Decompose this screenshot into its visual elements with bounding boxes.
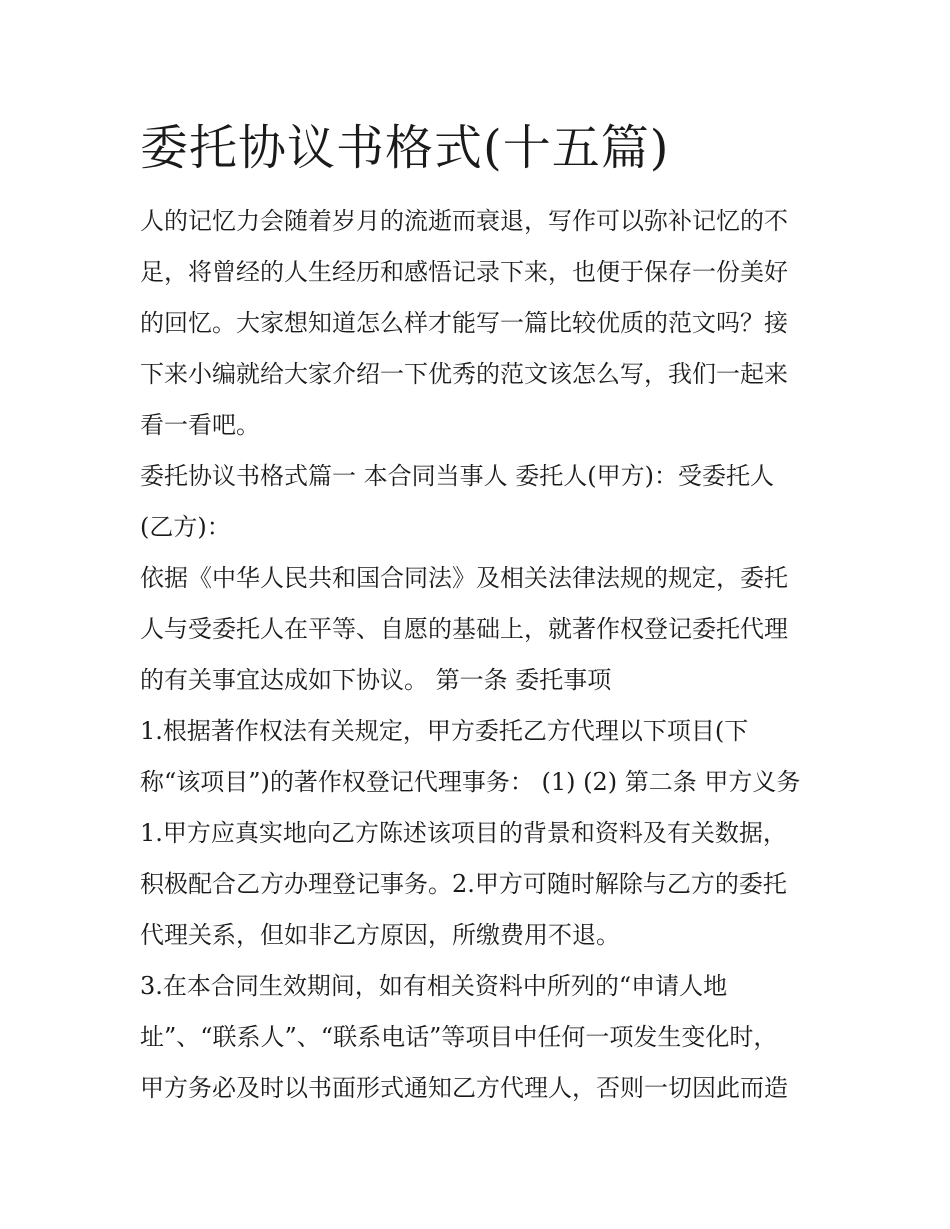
body-line: 人与受委托人在平等、自愿的基础上，就著作权登记委托代理 — [140, 615, 788, 643]
body-line: 址”、“联系人”、“联系电话”等项目中任何一项发生变化时， — [140, 1023, 778, 1051]
body-line: 1.根据著作权法有关规定，甲方委托乙方代理以下项目(下 — [140, 717, 749, 745]
body-line: 1.甲方应真实地向乙方陈述该项目的背景和资料及有关数据， — [140, 819, 787, 847]
body-line: 3.在本合同生效期间，如有相关资料中所列的“申请人地 — [140, 972, 728, 1000]
document-page — [140, 118, 830, 1114]
body-line: 的有关事宜达成如下协议。 第一条 委托事项 — [140, 666, 612, 694]
body-line: (乙方)： — [140, 513, 231, 541]
body-line: 积极配合乙方办理登记事务。2.甲方可随时解除与乙方的委托 — [140, 870, 787, 898]
body-line: 依据《中华人民共和国合同法》及相关法律法规的规定，委托 — [140, 564, 788, 592]
body-line: 委托协议书格式篇一 本合同当事人 委托人(甲方)：受委托人 — [140, 462, 774, 490]
body-line: 看一看吧。 — [140, 411, 260, 439]
body-line: 足，将曾经的人生经历和感悟记录下来，也便于保存一份美好 — [140, 258, 788, 286]
body-line: 称“该项目”)的著作权登记代理事务： (1) (2) 第二条 甲方义务 — [140, 768, 801, 796]
body-line: 代理关系，但如非乙方原因，所缴费用不退。 — [140, 921, 620, 949]
body-line: 下来小编就给大家介绍一下优秀的范文该怎么写，我们一起来 — [140, 360, 788, 388]
body-line: 人的记忆力会随着岁月的流逝而衰退，写作可以弥补记忆的不 — [140, 207, 788, 235]
document-body — [140, 196, 830, 1114]
body-line: 甲方务必及时以书面形式通知乙方代理人，否则一切因此而造 — [140, 1074, 788, 1102]
body-line: 的回忆。大家想知道怎么样才能写一篇比较优质的范文吗？接 — [140, 309, 788, 337]
document-title: 委托协议书格式(十五篇) — [140, 120, 670, 176]
